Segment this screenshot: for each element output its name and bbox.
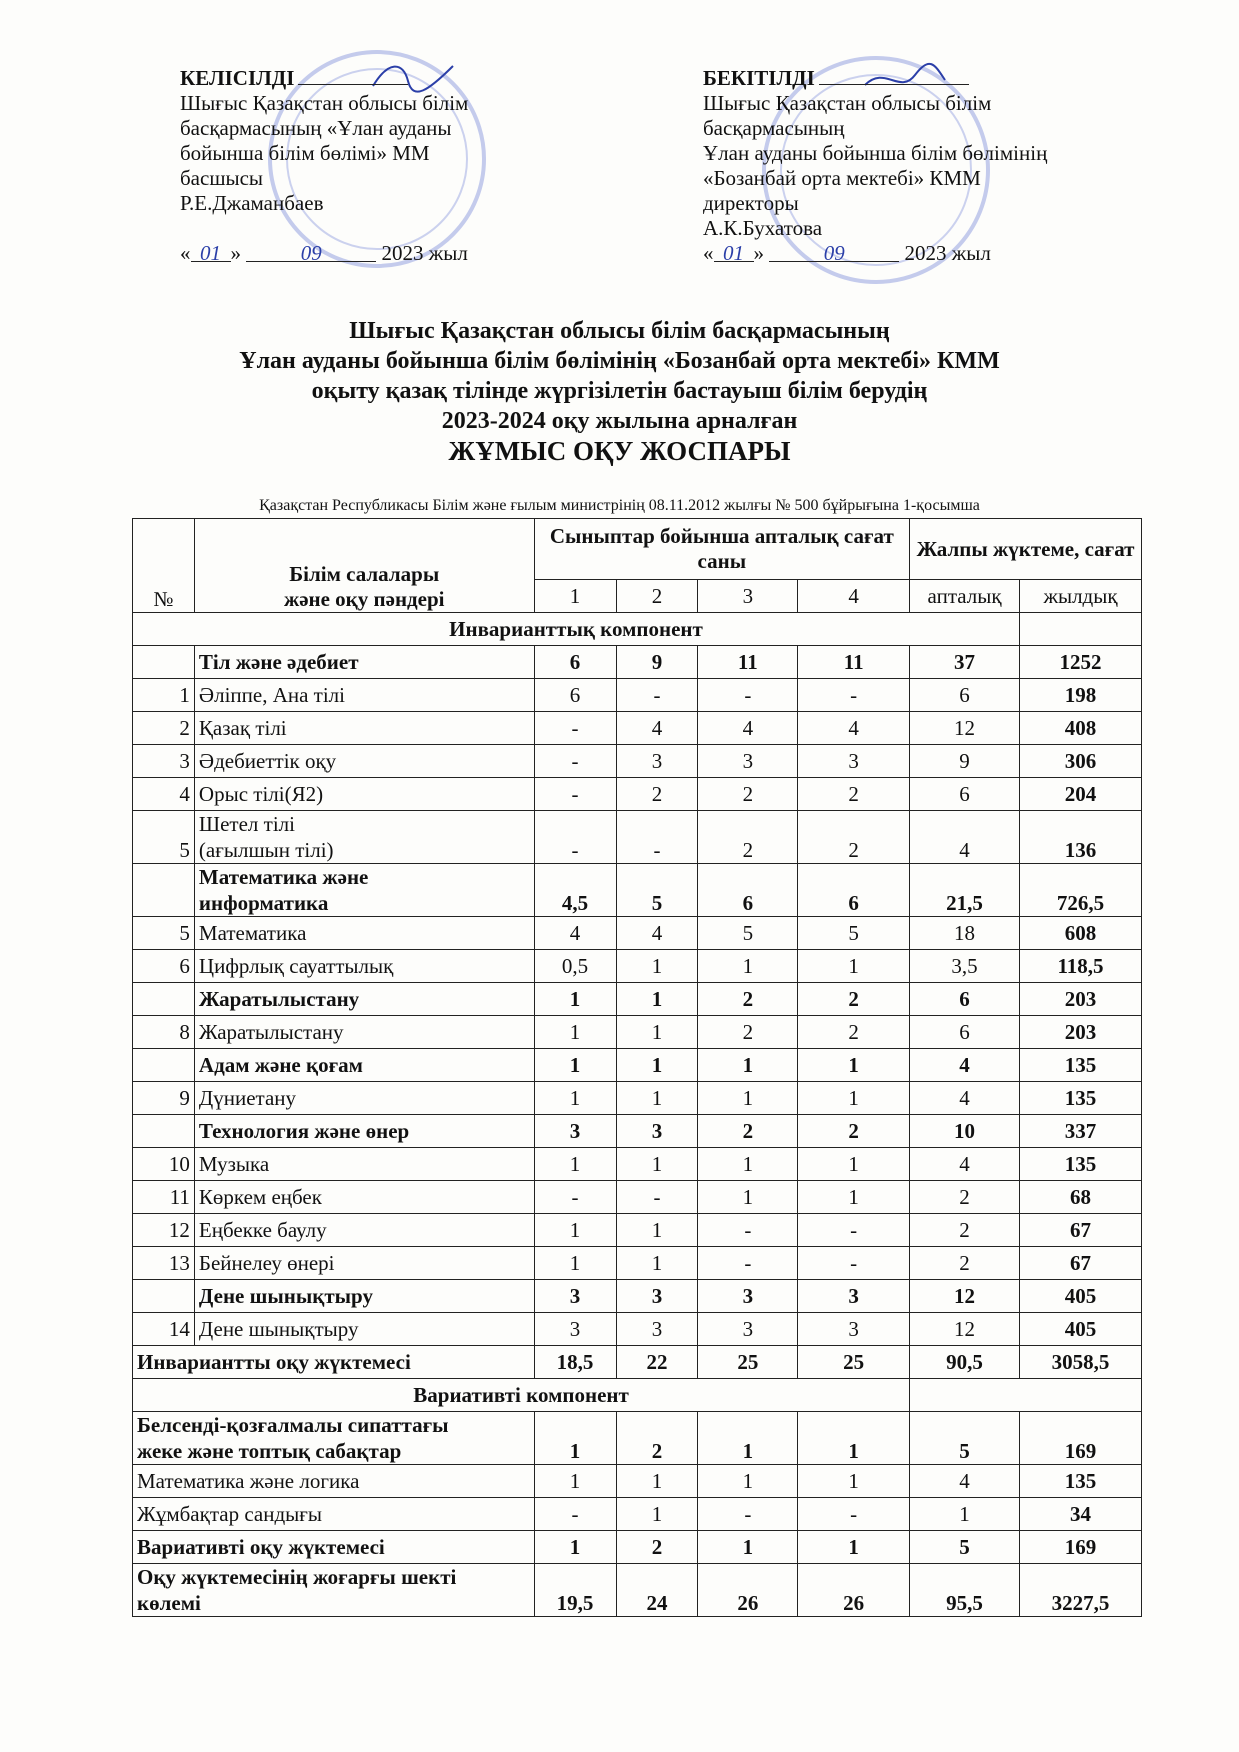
row-grade-hours: 1 bbox=[534, 1247, 616, 1280]
row-grade-hours: 5 bbox=[798, 917, 910, 950]
row-number bbox=[133, 646, 195, 679]
row-grade-hours: 1 bbox=[534, 1465, 616, 1498]
row-grade-hours: 6 bbox=[698, 864, 798, 917]
row-grade-hours: 3 bbox=[798, 1280, 910, 1313]
table-row bbox=[133, 1465, 1142, 1498]
row-grade-hours: 1 bbox=[698, 1049, 798, 1082]
row-grade-hours: 2 bbox=[698, 811, 798, 864]
date-year: 2023 жыл bbox=[904, 241, 991, 265]
row-yearly-total: 135 bbox=[1020, 1465, 1142, 1498]
row-grade-hours: - bbox=[616, 679, 698, 712]
row-subject: Адам және қоғам bbox=[194, 1049, 534, 1082]
title-line: Шығыс Қазақстан облысы білім басқармасының bbox=[349, 318, 890, 344]
row-grade-hours: 25 bbox=[798, 1346, 910, 1379]
row-weekly-total: 2 bbox=[910, 1181, 1020, 1214]
row-grade-hours: - bbox=[616, 1181, 698, 1214]
row-number: 8 bbox=[133, 1016, 195, 1049]
date-month: 09 bbox=[246, 241, 376, 262]
row-yearly-total: 405 bbox=[1020, 1280, 1142, 1313]
row-yearly-total: 67 bbox=[1020, 1247, 1142, 1280]
row-grade-hours: - bbox=[798, 679, 910, 712]
row-grade-hours: 26 bbox=[698, 1564, 798, 1617]
row-grade-hours: 1 bbox=[798, 950, 910, 983]
row-subject: Жаратылыстану bbox=[194, 983, 534, 1016]
row-subject: Әдебиеттік оқу bbox=[194, 745, 534, 778]
row-subject: Жұмбақтар сандығы bbox=[133, 1498, 535, 1531]
title-line: оқыту қазақ тілінде жүргізілетін бастауыш білім берудің bbox=[311, 378, 928, 404]
row-grade-hours: 18,5 bbox=[534, 1346, 616, 1379]
row-grade-hours: 2 bbox=[798, 811, 910, 864]
row-number bbox=[133, 1115, 195, 1148]
row-yearly-total: 204 bbox=[1020, 778, 1142, 811]
row-grade-hours: 3 bbox=[534, 1115, 616, 1148]
row-grade-hours: 1 bbox=[534, 1148, 616, 1181]
row-grade-hours: 11 bbox=[698, 646, 798, 679]
row-weekly-total: 4 bbox=[910, 1465, 1020, 1498]
row-grade-hours: - bbox=[534, 1498, 616, 1531]
row-grade-hours: 19,5 bbox=[534, 1564, 616, 1617]
row-weekly-total: 12 bbox=[910, 1280, 1020, 1313]
row-grade-hours: 4 bbox=[616, 917, 698, 950]
row-grade-hours: 4 bbox=[698, 712, 798, 745]
row-grade-hours: - bbox=[698, 1214, 798, 1247]
row-weekly-total: 2 bbox=[910, 1214, 1020, 1247]
date-day: 01 bbox=[714, 241, 754, 262]
row-grade-hours: 1 bbox=[534, 1049, 616, 1082]
header-subject: Білім салалары және оқу пәндері bbox=[194, 519, 534, 613]
approval-right-line: «Бозанбай орта мектебі» КММ bbox=[703, 166, 981, 190]
row-grade-hours: 1 bbox=[798, 1082, 910, 1115]
row-grade-hours: 2 bbox=[698, 1016, 798, 1049]
row-grade-hours: 1 bbox=[534, 1531, 616, 1564]
row-weekly-total: 90,5 bbox=[910, 1346, 1020, 1379]
row-number: 12 bbox=[133, 1214, 195, 1247]
row-grade-hours: 6 bbox=[534, 679, 616, 712]
approval-right-date: « 01 » 09 2023 жыл bbox=[703, 241, 991, 265]
row-grade-hours: 1 bbox=[698, 1465, 798, 1498]
row-grade-hours: 2 bbox=[798, 778, 910, 811]
row-grade-hours: 5 bbox=[616, 864, 698, 917]
row-grade-hours: 4,5 bbox=[534, 864, 616, 917]
row-grade-hours: 26 bbox=[798, 1564, 910, 1617]
row-number: 4 bbox=[133, 778, 195, 811]
row-subject: Қазақ тілі bbox=[194, 712, 534, 745]
row-grade-hours: 1 bbox=[798, 1049, 910, 1082]
row-yearly-total: 34 bbox=[1020, 1498, 1142, 1531]
row-weekly-total: 37 bbox=[910, 646, 1020, 679]
approval-left-header: КЕЛІСІЛДІ bbox=[180, 66, 295, 90]
row-yearly-total: 118,5 bbox=[1020, 950, 1142, 983]
row-grade-hours: 2 bbox=[698, 1115, 798, 1148]
row-grade-hours: 24 bbox=[616, 1564, 698, 1617]
row-number: 6 bbox=[133, 950, 195, 983]
row-yearly-total: 169 bbox=[1020, 1531, 1142, 1564]
row-grade-hours: 4 bbox=[616, 712, 698, 745]
row-subject: Оқу жүктемесінің жоғарғы шекті көлемі bbox=[133, 1564, 535, 1617]
row-grade-hours: 1 bbox=[534, 1016, 616, 1049]
table-row bbox=[133, 1531, 1142, 1564]
row-grade-hours: 3 bbox=[616, 1115, 698, 1148]
row-subject: Жаратылыстану bbox=[194, 1016, 534, 1049]
row-subject: Технология және өнер bbox=[194, 1115, 534, 1148]
row-grade-hours: 1 bbox=[534, 1214, 616, 1247]
row-grade-hours: 2 bbox=[616, 1412, 698, 1465]
row-grade-hours: 3 bbox=[798, 1313, 910, 1346]
header-grade: 1 bbox=[534, 580, 616, 613]
row-weekly-total: 4 bbox=[910, 811, 1020, 864]
table-row bbox=[133, 745, 1142, 778]
approval-left bbox=[180, 66, 468, 266]
row-yearly-total: 203 bbox=[1020, 983, 1142, 1016]
header-grade: 2 bbox=[616, 580, 698, 613]
table-row bbox=[133, 1280, 1142, 1313]
approval-right-line: директоры bbox=[703, 191, 799, 215]
row-subject: Тіл және әдебиет bbox=[194, 646, 534, 679]
row-yearly-total: 408 bbox=[1020, 712, 1142, 745]
row-grade-hours: 1 bbox=[698, 950, 798, 983]
row-grade-hours: - bbox=[616, 811, 698, 864]
row-grade-hours: - bbox=[698, 679, 798, 712]
row-grade-hours: 1 bbox=[798, 1531, 910, 1564]
row-grade-hours: 3 bbox=[798, 745, 910, 778]
row-weekly-total: 9 bbox=[910, 745, 1020, 778]
table-row bbox=[133, 1313, 1142, 1346]
row-number bbox=[133, 864, 195, 917]
row-grade-hours: 4 bbox=[534, 917, 616, 950]
row-grade-hours: 1 bbox=[616, 1049, 698, 1082]
row-grade-hours: - bbox=[698, 1498, 798, 1531]
table-row bbox=[133, 1181, 1142, 1214]
row-grade-hours: - bbox=[534, 778, 616, 811]
row-number bbox=[133, 1280, 195, 1313]
row-grade-hours: 5 bbox=[698, 917, 798, 950]
row-subject: Дүниетану bbox=[194, 1082, 534, 1115]
row-grade-hours: 1 bbox=[616, 950, 698, 983]
row-weekly-total: 6 bbox=[910, 983, 1020, 1016]
row-weekly-total: 6 bbox=[910, 679, 1020, 712]
table-row bbox=[133, 1082, 1142, 1115]
row-yearly-total: 3227,5 bbox=[1020, 1564, 1142, 1617]
row-grade-hours: 25 bbox=[698, 1346, 798, 1379]
row-subject: Дене шынықтыру bbox=[194, 1313, 534, 1346]
header-yearly: жылдық bbox=[1020, 580, 1142, 613]
row-grade-hours: - bbox=[798, 1247, 910, 1280]
row-weekly-total: 5 bbox=[910, 1531, 1020, 1564]
row-weekly-total: 12 bbox=[910, 712, 1020, 745]
header-total-group: Жалпы жүктеме, сағат bbox=[910, 519, 1142, 580]
row-grade-hours: 1 bbox=[616, 1247, 698, 1280]
header-grade: 4 bbox=[798, 580, 910, 613]
row-number: 11 bbox=[133, 1181, 195, 1214]
table-body bbox=[133, 613, 1142, 1617]
row-grade-hours: - bbox=[698, 1247, 798, 1280]
approval-left-line: басқармасының «Ұлан ауданы bbox=[180, 116, 452, 140]
table-row bbox=[133, 1148, 1142, 1181]
row-subject: Математика және информатика bbox=[194, 864, 534, 917]
row-weekly-total: 4 bbox=[910, 1148, 1020, 1181]
header-number: № bbox=[133, 519, 195, 613]
row-yearly-total: 3058,5 bbox=[1020, 1346, 1142, 1379]
row-yearly-total: 608 bbox=[1020, 917, 1142, 950]
row-grade-hours: - bbox=[534, 1181, 616, 1214]
row-grade-hours: 1 bbox=[698, 1148, 798, 1181]
table-row bbox=[133, 1214, 1142, 1247]
row-subject: Орыс тілі(Я2) bbox=[194, 778, 534, 811]
header-weekly-group: Сыныптар бойынша апталық сағат саны bbox=[534, 519, 910, 580]
invariant-section-label: Инварианттық компонент bbox=[133, 613, 1020, 646]
row-number: 5 bbox=[133, 917, 195, 950]
row-grade-hours: 1 bbox=[616, 1498, 698, 1531]
approval-right-line: Шығыс Қазақстан облысы білім bbox=[703, 91, 992, 115]
row-weekly-total: 10 bbox=[910, 1115, 1020, 1148]
row-grade-hours: 1 bbox=[534, 1082, 616, 1115]
date-day: 01 bbox=[191, 241, 231, 262]
row-yearly-total: 135 bbox=[1020, 1148, 1142, 1181]
row-number: 2 bbox=[133, 712, 195, 745]
row-number: 9 bbox=[133, 1082, 195, 1115]
approval-right-line: А.К.Бухатова bbox=[703, 216, 823, 240]
row-grade-hours: 1 bbox=[698, 1181, 798, 1214]
row-yearly-total: 136 bbox=[1020, 811, 1142, 864]
row-subject: Музыка bbox=[194, 1148, 534, 1181]
approval-left-line: бойынша білім бөлімі» ММ bbox=[180, 141, 430, 165]
row-subject: Шетел тілі (ағылшын тілі) bbox=[194, 811, 534, 864]
row-subject: Бейнелеу өнері bbox=[194, 1247, 534, 1280]
row-subject: Еңбекке баулу bbox=[194, 1214, 534, 1247]
table-row bbox=[133, 1412, 1142, 1465]
approval-left-line: Р.Е.Джаманбаев bbox=[180, 191, 324, 215]
table-row bbox=[133, 864, 1142, 917]
row-subject: Инвариантты оқу жүктемесі bbox=[133, 1346, 535, 1379]
row-weekly-total: 6 bbox=[910, 1016, 1020, 1049]
row-grade-hours: 3 bbox=[698, 1313, 798, 1346]
row-grade-hours: 2 bbox=[616, 1531, 698, 1564]
row-grade-hours: 2 bbox=[616, 778, 698, 811]
row-yearly-total: 337 bbox=[1020, 1115, 1142, 1148]
row-weekly-total: 2 bbox=[910, 1247, 1020, 1280]
approval-right-header: БЕКІТІЛДІ bbox=[703, 66, 815, 90]
row-number: 1 bbox=[133, 679, 195, 712]
row-grade-hours: 1 bbox=[616, 983, 698, 1016]
row-grade-hours: 1 bbox=[534, 1412, 616, 1465]
table-row bbox=[133, 1346, 1142, 1379]
row-subject: Математика және логика bbox=[133, 1465, 535, 1498]
row-grade-hours: 3 bbox=[698, 745, 798, 778]
row-grade-hours: 1 bbox=[698, 1412, 798, 1465]
document-title bbox=[0, 316, 1239, 466]
row-grade-hours: - bbox=[534, 712, 616, 745]
row-yearly-total: 306 bbox=[1020, 745, 1142, 778]
row-subject: Әліппе, Ана тілі bbox=[194, 679, 534, 712]
row-number: 5 bbox=[133, 811, 195, 864]
row-grade-hours: 0,5 bbox=[534, 950, 616, 983]
row-grade-hours: 1 bbox=[534, 983, 616, 1016]
table-row bbox=[133, 1379, 1142, 1412]
row-weekly-total: 95,5 bbox=[910, 1564, 1020, 1617]
date-year: 2023 жыл bbox=[381, 241, 468, 265]
row-subject: Белсенді-қозғалмалы сипаттағы жеке және топтық сабақтар bbox=[133, 1412, 535, 1465]
row-grade-hours: 22 bbox=[616, 1346, 698, 1379]
row-grade-hours: 9 bbox=[616, 646, 698, 679]
row-yearly-total: 67 bbox=[1020, 1214, 1142, 1247]
row-grade-hours: 3 bbox=[616, 1313, 698, 1346]
table-row bbox=[133, 1498, 1142, 1531]
table-row bbox=[133, 778, 1142, 811]
row-number: 14 bbox=[133, 1313, 195, 1346]
row-number bbox=[133, 983, 195, 1016]
row-grade-hours: 4 bbox=[798, 712, 910, 745]
table-row bbox=[133, 712, 1142, 745]
row-grade-hours: 2 bbox=[798, 983, 910, 1016]
row-grade-hours: 3 bbox=[534, 1313, 616, 1346]
row-yearly-total: 726,5 bbox=[1020, 864, 1142, 917]
row-subject: Математика bbox=[194, 917, 534, 950]
table-row bbox=[133, 1049, 1142, 1082]
row-grade-hours: 2 bbox=[698, 983, 798, 1016]
row-grade-hours: 1 bbox=[798, 1465, 910, 1498]
row-yearly-total: 1252 bbox=[1020, 646, 1142, 679]
row-grade-hours: 1 bbox=[798, 1412, 910, 1465]
row-grade-hours: 6 bbox=[534, 646, 616, 679]
row-subject: Дене шынықтыру bbox=[194, 1280, 534, 1313]
table-row bbox=[133, 983, 1142, 1016]
row-grade-hours: 1 bbox=[698, 1531, 798, 1564]
row-grade-hours: 1 bbox=[616, 1082, 698, 1115]
table-row bbox=[133, 646, 1142, 679]
row-weekly-total: 18 bbox=[910, 917, 1020, 950]
row-grade-hours: 1 bbox=[616, 1148, 698, 1181]
row-grade-hours: 1 bbox=[616, 1214, 698, 1247]
table-row bbox=[133, 1016, 1142, 1049]
curriculum-table bbox=[132, 518, 1142, 1617]
row-grade-hours: 11 bbox=[798, 646, 910, 679]
row-grade-hours: 3 bbox=[698, 1280, 798, 1313]
row-weekly-total: 5 bbox=[910, 1412, 1020, 1465]
approval-left-line: басшысы bbox=[180, 166, 264, 190]
title-line: Ұлан ауданы бойынша білім бөлімінің «Бозанбай орта мектебі» КММ bbox=[239, 348, 1000, 374]
variative-section-label: Вариативті компонент bbox=[133, 1379, 910, 1412]
row-grade-hours: - bbox=[798, 1214, 910, 1247]
row-weekly-total: 6 bbox=[910, 778, 1020, 811]
approval-left-line: Шығыс Қазақстан облысы білім bbox=[180, 91, 469, 115]
row-number: 13 bbox=[133, 1247, 195, 1280]
row-number: 3 bbox=[133, 745, 195, 778]
table-row bbox=[133, 917, 1142, 950]
row-grade-hours: 3 bbox=[616, 745, 698, 778]
row-yearly-total: 68 bbox=[1020, 1181, 1142, 1214]
row-grade-hours: 3 bbox=[616, 1280, 698, 1313]
row-weekly-total: 1 bbox=[910, 1498, 1020, 1531]
row-yearly-total: 135 bbox=[1020, 1049, 1142, 1082]
table-row bbox=[133, 1247, 1142, 1280]
row-grade-hours: 3 bbox=[534, 1280, 616, 1313]
approval-right bbox=[703, 66, 1047, 266]
table-row bbox=[133, 1564, 1142, 1617]
table-row bbox=[133, 679, 1142, 712]
document-subtitle: Қазақстан Республикасы Білім және ғылым министрінің 08.11.2012 жылғы № 500 бұйрығына 1-қосымша bbox=[259, 497, 980, 514]
row-number: 10 bbox=[133, 1148, 195, 1181]
row-subject: Көркем еңбек bbox=[194, 1181, 534, 1214]
row-grade-hours: 2 bbox=[698, 778, 798, 811]
row-weekly-total: 21,5 bbox=[910, 864, 1020, 917]
row-weekly-total: 3,5 bbox=[910, 950, 1020, 983]
row-grade-hours: 2 bbox=[798, 1016, 910, 1049]
header-grade: 3 bbox=[698, 580, 798, 613]
title-main: ЖҰМЫС ОҚУ ЖОСПАРЫ bbox=[448, 436, 791, 466]
row-grade-hours: - bbox=[534, 811, 616, 864]
approval-right-line: басқармасының bbox=[703, 116, 845, 140]
row-yearly-total: 198 bbox=[1020, 679, 1142, 712]
row-grade-hours: 6 bbox=[798, 864, 910, 917]
row-yearly-total: 405 bbox=[1020, 1313, 1142, 1346]
row-subject: Вариативті оқу жүктемесі bbox=[133, 1531, 535, 1564]
date-month: 09 bbox=[769, 241, 899, 262]
row-grade-hours: 1 bbox=[798, 1148, 910, 1181]
row-grade-hours: 1 bbox=[798, 1181, 910, 1214]
row-grade-hours: - bbox=[798, 1498, 910, 1531]
row-grade-hours: 1 bbox=[616, 1016, 698, 1049]
row-weekly-total: 12 bbox=[910, 1313, 1020, 1346]
approval-right-line: Ұлан ауданы бойынша білім бөлімінің bbox=[703, 141, 1048, 165]
row-number bbox=[133, 1049, 195, 1082]
table-row bbox=[133, 950, 1142, 983]
table-row bbox=[133, 1115, 1142, 1148]
row-subject: Цифрлық сауаттылық bbox=[194, 950, 534, 983]
row-grade-hours: 2 bbox=[798, 1115, 910, 1148]
title-line: 2023-2024 оқу жылына арналған bbox=[441, 408, 798, 434]
table-row bbox=[133, 811, 1142, 864]
row-weekly-total: 4 bbox=[910, 1082, 1020, 1115]
row-grade-hours: 1 bbox=[698, 1082, 798, 1115]
row-yearly-total: 135 bbox=[1020, 1082, 1142, 1115]
row-yearly-total: 169 bbox=[1020, 1412, 1142, 1465]
row-grade-hours: 1 bbox=[616, 1465, 698, 1498]
row-grade-hours: - bbox=[534, 745, 616, 778]
header-weekly: апталық bbox=[910, 580, 1020, 613]
row-weekly-total: 4 bbox=[910, 1049, 1020, 1082]
approval-left-date: « 01 » 09 2023 жыл bbox=[180, 241, 468, 265]
row-yearly-total: 203 bbox=[1020, 1016, 1142, 1049]
